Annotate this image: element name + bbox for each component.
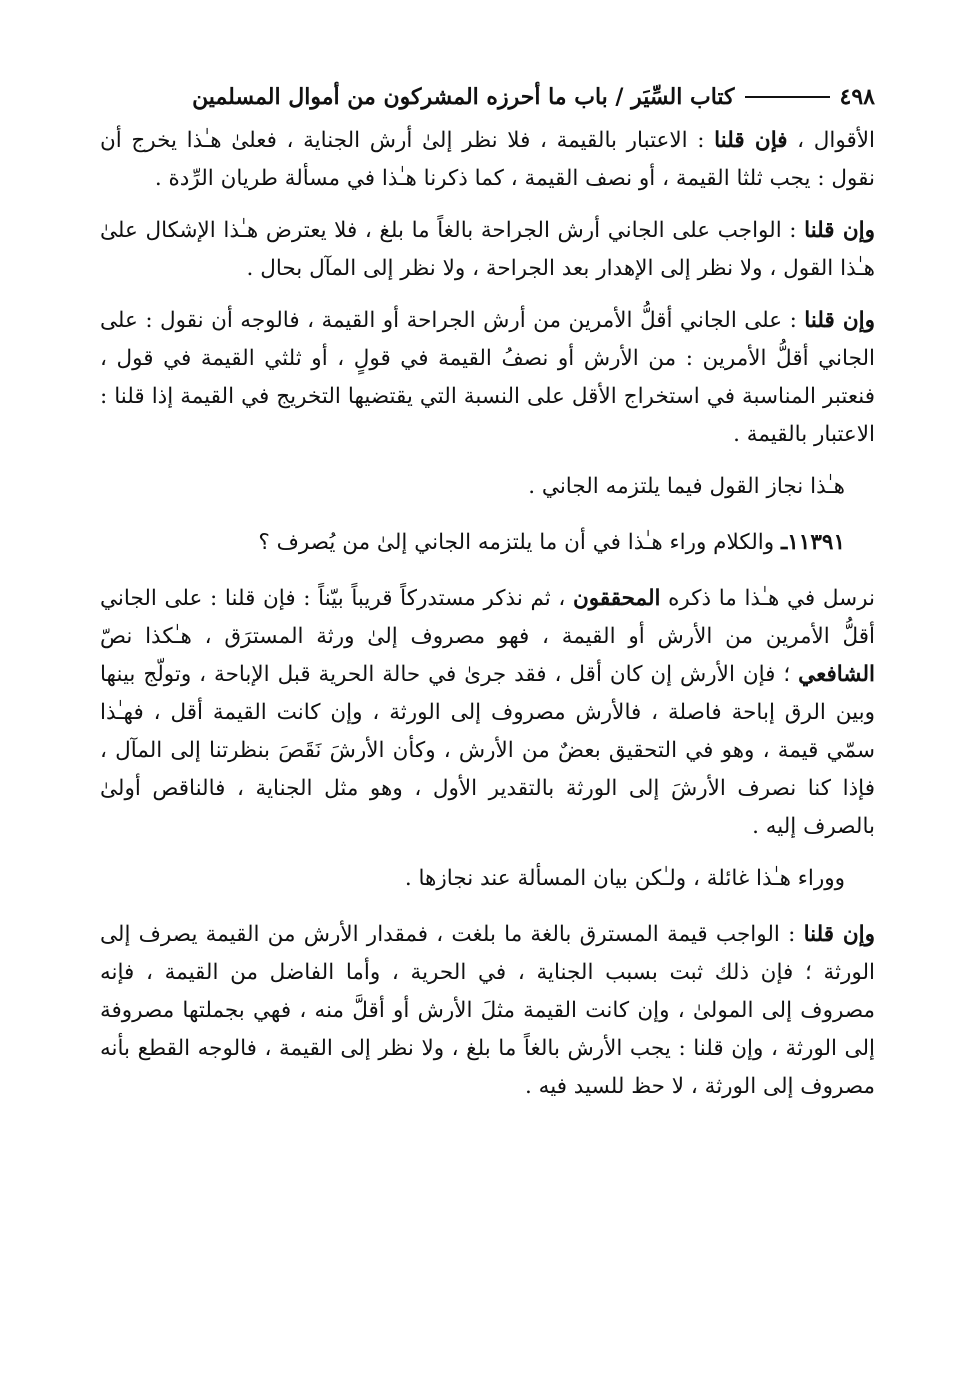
header-rule (745, 96, 830, 98)
paragraph-2 (100, 212, 875, 288)
paragraph-text: هـٰذا نجاز القول فيما يلتزمه الجاني . (528, 474, 845, 499)
document-page (100, 78, 875, 1120)
paragraph-lead: وإن قلنا (803, 922, 875, 947)
paragraph-text: والكلام وراء هـٰذا في أن ما يلتزمه الجاني إلىٰ من يُصرف ؟ (258, 530, 781, 555)
paragraph-8 (100, 916, 875, 1106)
paragraph-1 (100, 122, 875, 198)
bold-phrase: الشافعي (798, 662, 875, 687)
running-title: كتاب السِّيَر / باب ما أحرزه المشركون من أموال المسلمين (192, 84, 735, 110)
section-number: ١١٣٩١ـ (780, 530, 845, 555)
paragraph-text: ، ثم نذكر مستدركاً قريباً بيّناً : فإن قلنا : على الجاني أقلُّ الأمرين من الأرش أو القيمة ، فهو مصروف إلىٰ ورثة المسترَق ، هـٰكذا نصّ (100, 586, 875, 649)
bold-phrase: فإن قلنا (714, 128, 788, 153)
paragraph-text: الأقوال ، (787, 128, 875, 153)
section-heading-11391 (100, 524, 875, 562)
paragraph-text: : على الجاني أقلُّ الأمرين من أرش الجراحة أو القيمة ، فالوجه أن نقول : على الجاني أقلُّ الأمرين : من الأرش أو نصفُ القيمة في قولٍ ، أو ثلثي القيمة في قول ، فنعتبر المناسبة في استخراج الأقل على النسبة التي يقتضيها التخريج في القيمة إذا قلنا : الاعتبار بالقيمة . (100, 308, 875, 447)
paragraph-lead: وإن قلنا (804, 308, 875, 333)
paragraph-6 (100, 580, 875, 846)
bold-phrase: المحققون (573, 586, 661, 611)
paragraph-text: ؛ فإن الأرش إن كان أقل ، فقد جرىٰ في حالة الحرية قبل الإباحة ، وتولّج بينها وبين الرق إباحة فاصلة ، فالأرش مصروف إلى الورثة ، وإن كانت القيمة أقل ، فهـٰذا سمّي قيمة ، وهو في التحقيق بعضٌ من الأرش ، وكأن الأرشَ نَقَصَ بنظرتنا إلى المآل ، فإذا كنا نصرف الأرشَ إلى الورثة بالتقدير الأول ، وهو مثل الجناية ، فالناقص أولىٰ بالصرف إليه . (100, 662, 875, 839)
paragraph-4 (100, 468, 875, 506)
running-header (100, 78, 875, 116)
paragraph-text: : الواجب على الجاني أرش الجراحة بالغاً ما بلغ ، فلا يعترض هـٰذا الإشكال علىٰ هـٰذا القول ، ولا نظر إلى الإهدار بعد الجراحة ، ولا نظر إلى المآل بحال . (100, 218, 875, 281)
paragraph-lead: وإن قلنا (804, 218, 875, 243)
paragraph-text: نرسل في هـٰذا ما ذكره (660, 586, 876, 611)
page-number: ٤٩٨ (839, 84, 875, 110)
paragraph-3 (100, 302, 875, 454)
paragraph-text: : الواجب قيمة المسترق بالغة ما بلغت ، فمقدار الأرش من القيمة يصرف إلى الورثة ؛ فإن ذلك ثبت بسبب الجناية ، في الحرية ، وأما الفاضل من القيمة ، فإنه مصروف إلى المولىٰ ، وإن كانت القيمة مثلَ الأرش أو أقلَّ منه ، فهي بجملتها مصروفة إلى الورثة ، وإن قلنا : يجب الأرش بالغاً ما بلغ ، ولا نظر إلى القيمة ، فالوجه القطع بأنه مصروف إلى الورثة ، لا حظ للسيد فيه . (100, 922, 875, 1099)
paragraph-text: : الاعتبار بالقيمة ، فلا نظر إلىٰ أرش الجناية ، فعلىٰ هـٰذا يخرج أن نقول : يجب ثلثا القيمة ، أو نصف القيمة ، كما ذكرنا هـٰذا في مسألة طريان الرِّدة . (100, 128, 875, 191)
paragraph-7 (100, 860, 875, 898)
paragraph-text: ووراء هـٰذا غائلة ، ولـٰكن بيان المسألة عند نجازها . (404, 866, 845, 891)
